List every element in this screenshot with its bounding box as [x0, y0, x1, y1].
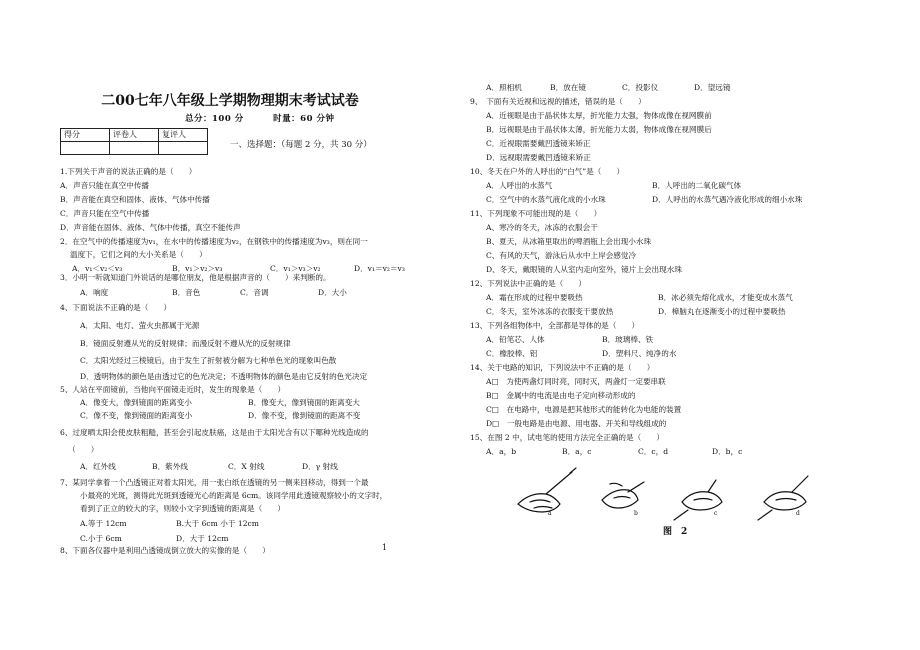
q3-option-a: A．响度	[80, 288, 109, 297]
question-7-cont1: 小最亮的光斑，测得此光斑到透镜光心的距离是 6cm。该同学用此透镜观察较小的文字时，	[80, 491, 388, 500]
score-header-grader: 评卷人	[110, 129, 159, 142]
hand-b-icon	[602, 482, 644, 508]
q9-option-d: D．远视眼需要戴凹透镜来矫正	[486, 153, 591, 162]
q13-option-b: B．玻璃棒、铁	[602, 335, 654, 344]
q2-option-d: D．v₁＝v₂＝v₃	[354, 264, 405, 273]
q8-option-c: C．投影仪	[622, 83, 659, 92]
hand-a-icon	[518, 468, 576, 512]
question-6: 6、过度晒太阳会使皮肤粗糙，甚至会引起皮肤癌，这是由于太阳光含有以下哪种光线造成的	[60, 428, 369, 437]
q6-option-a: A．红外线	[80, 462, 116, 471]
q3-option-b: B．音色	[172, 288, 201, 297]
q12-option-a: A．霜在形成的过程中要吸热	[486, 293, 583, 302]
q11-option-b: B、夏天，从冰箱里取出的啤酒瓶上会出现小水珠	[486, 237, 652, 246]
q10-option-c: C．空气中的水蒸气液化成的小水珠	[486, 195, 606, 204]
q7-option-d: D．大于 12cm	[176, 534, 229, 543]
q7-option-b: B.大于 6cm 小于 12cm	[176, 519, 260, 528]
page-number: 1	[382, 543, 388, 552]
q12-option-b: B．冰必须先熔化成水，才能变成水蒸气	[658, 293, 793, 302]
fig-label-c: c	[714, 510, 718, 517]
question-2-cont: 温度下，它们之间的大小关系是（ ）	[70, 250, 207, 259]
question-14: 14、关于电路的知识，下列说法中不正确的是（ ）	[470, 363, 655, 372]
q8-option-d: D．望远镜	[694, 83, 731, 92]
q11-option-a: A、寒冷的冬天，冰冻的衣服会干	[486, 223, 598, 232]
time-limit: 时量：60 分钟	[273, 114, 335, 124]
q15-option-b: B．a，c	[562, 447, 592, 456]
q6-option-c: C．X 射线	[228, 462, 265, 471]
question-6-paren: （ ）	[68, 445, 99, 454]
q13-option-a: A．铅笔芯、人体	[486, 335, 545, 344]
question-7: 7、某同学拿着一个凸透镜正对着太阳光，用一张白纸在透镜的另一侧来回移动，得到一个最	[60, 478, 369, 487]
q8-option-a: A．照相机	[486, 83, 522, 92]
q14-option-c: C□ 在电路中，电源是把其他形式的能转化为电能的装置	[486, 405, 682, 414]
q2-option-b: B．v₁＞v₂＞v₃	[172, 264, 223, 273]
question-8: 8、下面各仪器中是利用凸透镜成倒立放大的实像的是（ ）	[60, 546, 270, 555]
q12-option-c: C．冬天，室外冰冻的衣服变干要放热	[486, 307, 614, 316]
score-header-score: 得分	[61, 129, 110, 142]
question-15: 15、在图 2 中，试电笔的使用方法完全正确的是（ ）	[470, 433, 664, 442]
q14-option-d: D□ 一般电路是由电源、用电器、开关和导线组成的	[486, 419, 667, 428]
question-5: 5、人站在平面镜前，当他向平面镜走近时，发生的现象是（ ）	[60, 385, 286, 394]
test-pen-figure	[510, 462, 830, 524]
q4-option-a: A．太阳、电灯、萤火虫都属于光源	[80, 321, 200, 330]
question-12: 12、下列说法中正确的是（ ）	[470, 279, 586, 288]
question-11: 11、下列现象不可能出现的是（ ）	[470, 209, 602, 218]
question-9: 9、 下面有关近视和远视的描述，错误的是（ ）	[470, 97, 646, 106]
q4-option-c: C．太阳光经过三棱镜后，由于发生了折射被分解为七种单色光的现象叫色散	[80, 356, 337, 365]
q10-option-a: A．人呼出的水蒸气	[486, 181, 553, 190]
q15-option-d: D．b，c	[712, 447, 743, 456]
question-7-cont2: 看到了正立的较大的字，则较小文字到透镜的距离是（ ）	[80, 504, 286, 513]
q5-option-b: B．像变大，像到镜面的距离变大	[248, 398, 360, 407]
score-cell-score[interactable]	[61, 142, 110, 155]
q3-option-c: C．音调	[240, 288, 269, 297]
q3-option-d: D．大小	[318, 288, 347, 297]
question-4: 4、下面说法不正确的是（ ）	[60, 303, 172, 312]
q6-option-d: D．γ 射线	[302, 462, 338, 471]
q7-option-a: A.等于 12cm	[80, 519, 127, 528]
q5-option-d: D．像不变，像到镜面的距离不变	[248, 411, 361, 420]
q9-option-c: C．近视眼需要戴凹透镜来矫正	[486, 139, 591, 148]
q15-option-c: C．c，d	[638, 447, 669, 456]
question-13: 13、下列各组物体中，全部都是导体的是（ ）	[470, 321, 640, 330]
question-10: 10、冬天在户外的人呼出的“白气”是（ ）	[470, 167, 625, 176]
section-heading: 一、选择题：（每题 2 分，共 30 分）	[230, 140, 372, 150]
score-cell-reviewer[interactable]	[159, 142, 208, 155]
q14-option-b: B□ 金属中的电流是由电子定向移动形成的	[486, 391, 636, 400]
exam-meta	[185, 112, 360, 124]
q6-option-b: B．紫外线	[152, 462, 188, 471]
fig-label-d: d	[796, 510, 800, 517]
q9-option-b: B．远视眼是由于晶状体太薄，折光能力太弱，物体成像在视网膜后	[486, 125, 712, 134]
q13-option-c: C．橡胶棒、铝	[486, 349, 538, 358]
q1-option-d: D．声音能在固体、液体、气体中传播，真空不能传声	[60, 223, 241, 232]
q11-option-c: C、有风的天气，游泳后从水中上岸会感觉冷	[486, 251, 637, 260]
q10-option-b: B．人呼出的二氧化碳气体	[652, 181, 742, 190]
q5-option-c: C．像不变，像到镜面的距离变小	[80, 411, 193, 420]
question-1: 1.下列关于声音的说法正确的是（ ）	[60, 167, 197, 176]
q2-option-a: A．v₁＜v₂＜v₃	[72, 264, 123, 273]
q10-option-d: D．人呼出的水蒸气遇冷液化形成的细小水珠	[652, 195, 803, 204]
q9-option-a: A．近视眼是由于晶状体太厚，折光能力太强，物体成像在视网膜前	[486, 111, 712, 120]
q1-option-a: A．声音只能在真空中传播	[60, 181, 150, 190]
q4-option-b: B．镜面反射遵从光的反射规律；而漫反射不遵从光的反射规律	[80, 339, 291, 348]
q5-option-a: A．像变大，像到镜面的距离变小	[80, 398, 192, 407]
fig-label-b: b	[634, 510, 638, 517]
q11-option-d: D、冬天，戴眼镜的人从室内走向室外，镜片上会出现水珠	[486, 265, 682, 274]
q1-option-b: B．声音能在真空和固体、液体、气体中传播	[60, 195, 210, 204]
total-score: 总分：100 分	[185, 114, 244, 124]
score-table	[60, 128, 208, 155]
q14-option-a: A□ 为使两盏灯同时亮，同时灭，两盏灯一定要串联	[486, 377, 666, 386]
q15-option-a: A．a，b	[486, 447, 517, 456]
q8-option-b: B．放在镜	[550, 83, 586, 92]
q13-option-d: D．塑料尺、纯净的水	[602, 349, 677, 358]
score-header-reviewer: 复评人	[159, 129, 208, 142]
score-cell-grader[interactable]	[110, 142, 159, 155]
q12-option-d: D．樟脑丸在逐渐变小的过程中要吸热	[658, 307, 786, 316]
fig-label-a: a	[548, 510, 552, 517]
hand-d-icon	[758, 476, 808, 520]
q7-option-c: C.小于 6cm	[80, 534, 122, 543]
question-3: 3．小明一听就知道门外说话的是哪位朋友，他是根据声音的（ ）来判断的。	[60, 273, 331, 282]
q1-option-c: C．声音只能在空气中传播	[60, 209, 150, 218]
question-2: 2．在空气中的传播速度为v₁，在水中的传播速度为v₂，在钢铁中的传播速度为v₃，则在同一	[60, 237, 368, 246]
figure-caption: 图 2	[663, 527, 688, 537]
q4-option-d: D．透明物体的颜色是由透过它的色光决定；不透明物体的颜色是由它反射的色光决定	[80, 372, 368, 381]
q2-option-c: C．v₁＞v₃＞v₂	[270, 264, 321, 273]
exam-title: 二00七年八年级上学期物理期末考试试卷	[101, 93, 359, 109]
